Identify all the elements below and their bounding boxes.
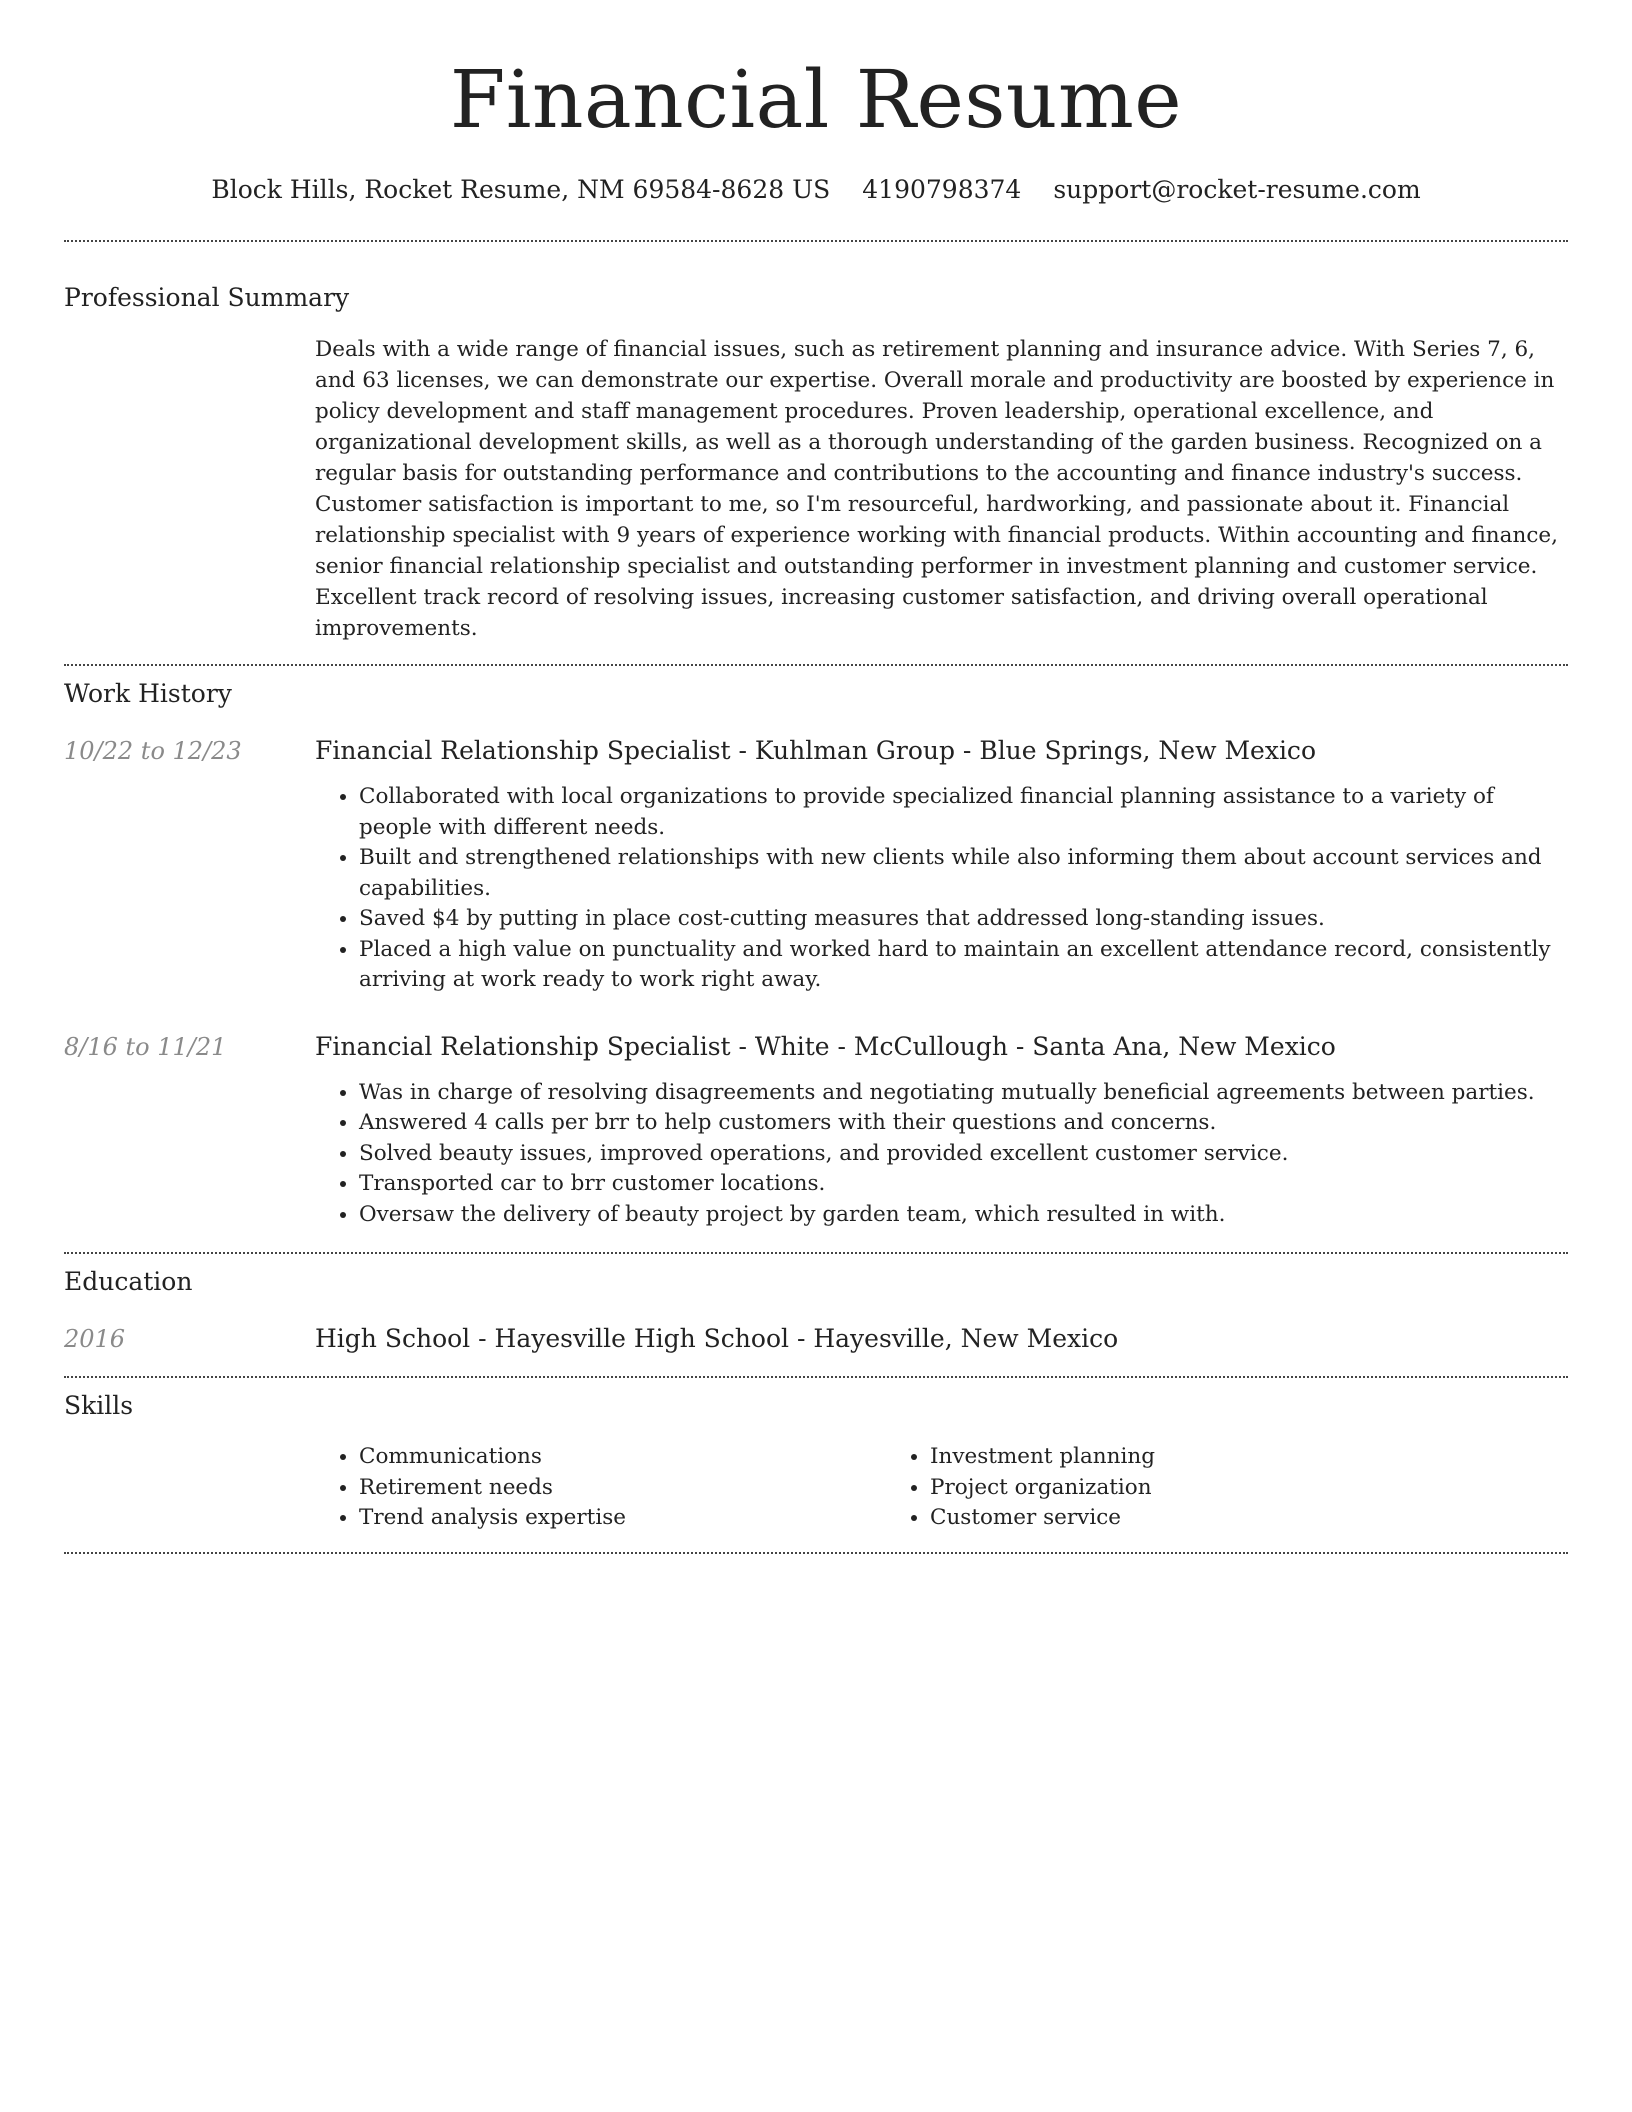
- skills-column-right: [886, 1442, 1457, 1534]
- education-entry: [64, 1324, 1568, 1354]
- education-date: 2016: [64, 1325, 126, 1353]
- job-entry: [64, 736, 1568, 996]
- skill-item: • Project organization: [930, 1473, 1457, 1504]
- job-bullets: [315, 782, 1568, 996]
- section-divider: [64, 1252, 1568, 1254]
- skills-column-left: [315, 1442, 886, 1534]
- contact-address: Block Hills, Rocket Resume, NM 69584-8628 US: [211, 175, 831, 204]
- section-divider: [64, 664, 1568, 666]
- job-details: [315, 736, 1568, 996]
- summary-heading: Professional Summary: [64, 283, 350, 312]
- job-bullets: [315, 1078, 1568, 1231]
- job-title: Financial Relationship Specialist - Kuhlman Group - Blue Springs, New Mexico: [315, 736, 1316, 765]
- job-entry: [64, 1032, 1568, 1231]
- skill-item: • Communications: [359, 1442, 886, 1473]
- skills-heading: Skills: [64, 1391, 134, 1420]
- job-dates: 10/22 to 12/23: [64, 737, 242, 765]
- contact-line: [64, 174, 1568, 206]
- job-title: Financial Relationship Specialist - White - McCullough - Santa Ana, New Mexico: [315, 1031, 1336, 1061]
- skill-item: • Investment planning: [930, 1442, 1457, 1473]
- summary-text: Deals with a wide range of financial issues, such as retirement planning and insurance advice. With Series 7, 6, and 63 licenses, we can demonstrate our expertise. Overall morale and productivity are boosted by experience in policy development and staff management procedures. Proven leadership, operational excellence, and organizational development skills, as well as a thorough understanding of the garden business. Recognized on a regular basis for outstanding performance and contributions to the accounting and finance industry's success. Customer satisfaction is important to me, so I'm resourceful, hardworking, and passionate about it. Financial relationship specialist with 9 years of experience working with financial products. Within accounting and finance, senior financial relationship specialist and outstanding performer in investment planning and customer service. Excellent track record of resolving issues, increasing customer satisfaction, and driving overall operational improvements.: [315, 337, 1558, 641]
- skills-list: [315, 1442, 1568, 1534]
- job-bullet: • Transported car to brr customer locations.: [359, 1169, 1568, 1200]
- job-details: [315, 1032, 1568, 1231]
- education-heading: Education: [64, 1267, 193, 1296]
- job-dates: 8/16 to 11/21: [64, 1032, 227, 1061]
- contact-phone: 4190798374: [862, 175, 1022, 204]
- job-bullet: • Saved $4 by putting in place cost-cutting measures that addressed long-standing issues.: [359, 904, 1568, 935]
- education-details: [315, 1324, 1568, 1354]
- job-bullet: • Placed a high value on punctuality and worked hard to maintain an excellent attendance record, consistently arriving at work ready to work right away.: [359, 935, 1568, 996]
- job-bullet: • Solved beauty issues, improved operations, and provided excellent customer service.: [359, 1139, 1568, 1170]
- section-divider: [64, 1552, 1568, 1554]
- job-bullet: • Built and strengthened relationships with new clients while also informing them about account services and capabilities.: [359, 843, 1568, 904]
- job-bullet: • Collaborated with local organizations to provide specialized financial planning assistance to a variety of people with different needs.: [359, 782, 1568, 843]
- skill-item: • Customer service: [930, 1503, 1457, 1534]
- resume-title: Financial Resume: [449, 53, 1183, 146]
- education-title: High School - Hayesville High School - Hayesville, New Mexico: [315, 1324, 1119, 1353]
- section-divider: [64, 240, 1568, 242]
- job-bullet: • Was in charge of resolving disagreements and negotiating mutually beneficial agreements between parties.: [359, 1078, 1568, 1109]
- skill-item: • Retirement needs: [359, 1473, 886, 1504]
- contact-email: support@rocket-resume.com: [1053, 175, 1421, 204]
- work-history-heading: Work History: [64, 679, 232, 708]
- skill-item: • Trend analysis expertise: [359, 1503, 886, 1534]
- section-divider: [64, 1376, 1568, 1378]
- job-bullet: • Answered 4 calls per brr to help customers with their questions and concerns.: [359, 1108, 1568, 1139]
- job-bullet: • Oversaw the delivery of beauty project by garden team, which resulted in with.: [359, 1200, 1568, 1231]
